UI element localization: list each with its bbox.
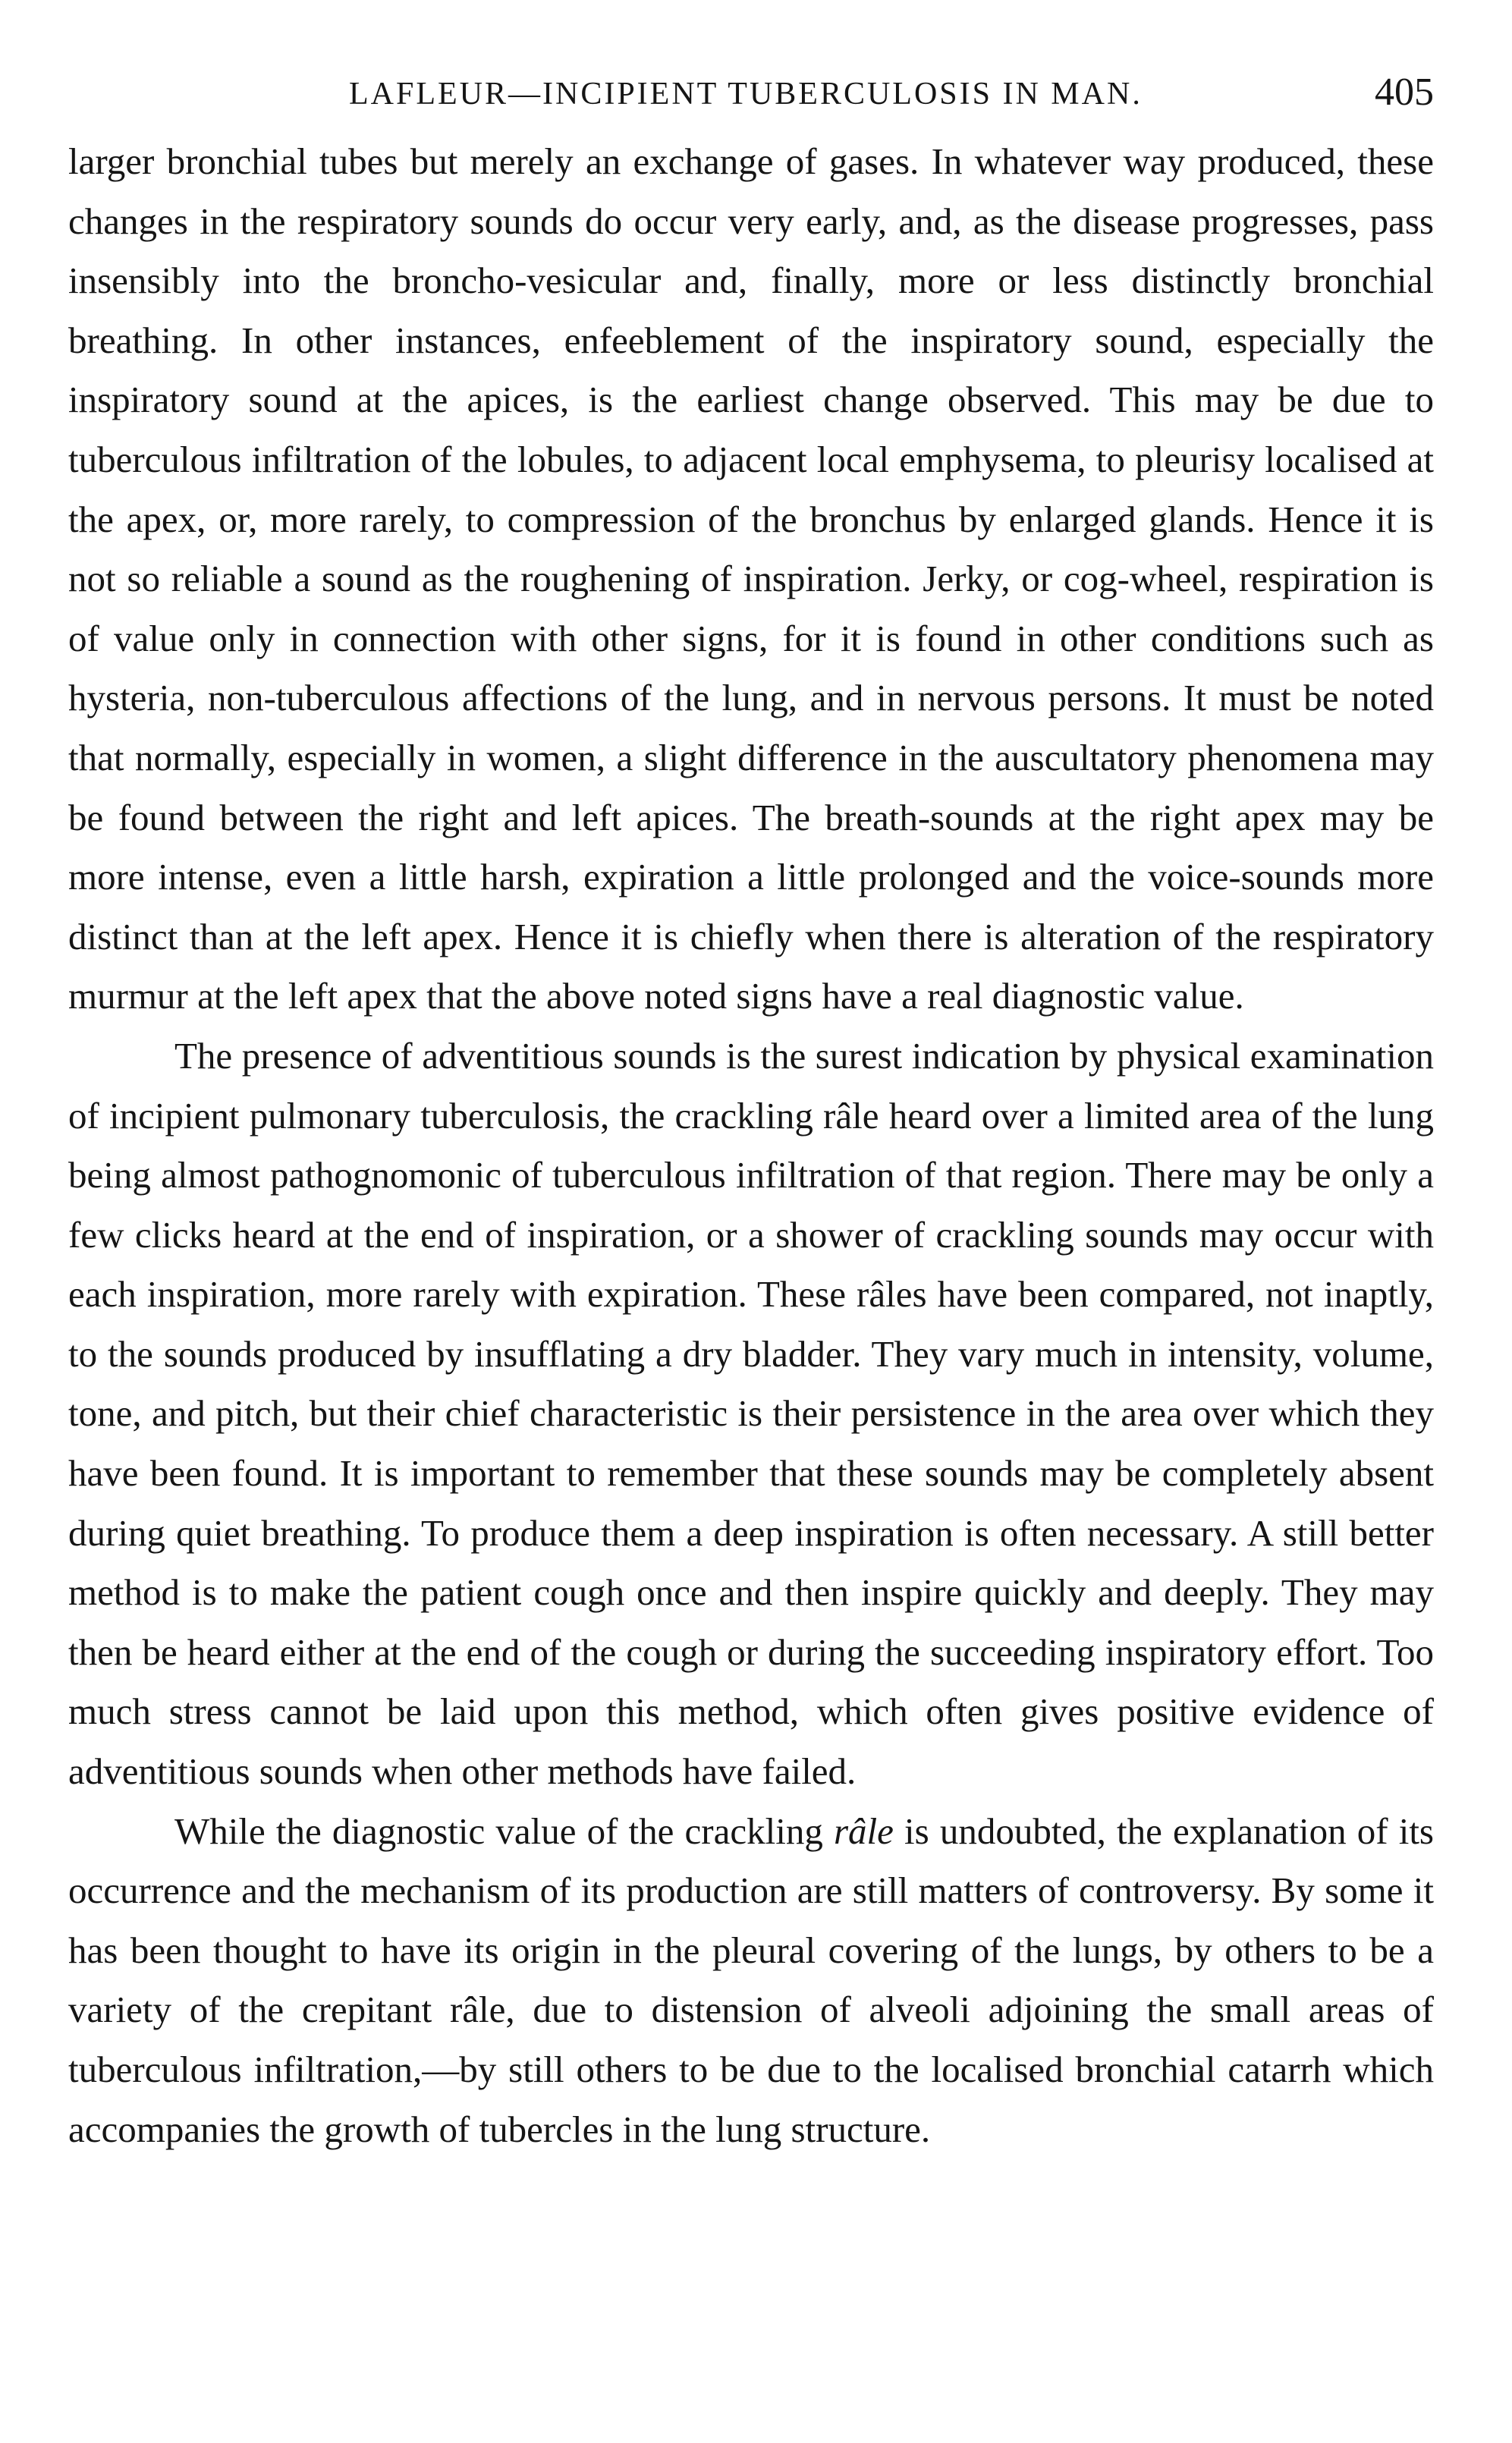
paragraph-text-end: is undoubted, the explanation of its occurrence and the mechanism of its production are still matters of controversy. By some it has been thought to have its origin in the pleural covering of the lungs, by others to be a variety of the crepitant râle, due to distension of alveoli adjoining the small areas of tuberculous infiltration,—by still others to be due to the localised bronchial catarrh which accompanies the growth of tubercles in the lung structure. [68, 1809, 1434, 2150]
running-head-title: LAFLEUR—INCIPIENT TUBERCULOSIS IN MAN. [349, 77, 1143, 112]
paragraph-text-start: While the diagnostic value of the crackling [174, 1809, 834, 1852]
italic-term: râle [833, 1809, 894, 1852]
body-text [68, 132, 1434, 2159]
book-page [68, 53, 1434, 2390]
running-head [68, 53, 1434, 121]
paragraph-continued: larger bronchial tubes but merely an exchange of gases. In whatever way produced, these changes in the respiratory sounds do occur very early, and, as the disease progresses, pass insensibly into the broncho-vesicular and, finally, more or less distinctly bronchial breathing. In other instances, enfeeblement of the inspiratory sound, especially the inspiratory sound at the apices, is the earliest change observed. This may be due to tuberculous infiltration of the lobules, to adjacent local emphysema, to pleurisy localised at the apex, or, more rarely, to compression of the bronchus by enlarged glands. Hence it is not so reliable a sound as the roughening of inspiration. Jerky, or cog-wheel, respiration is of value only in connection with other signs, for it is found in other conditions such as hysteria, non-tuberculous affections of the lung, and in nervous persons. It must be noted that normally, especially in women, a slight difference in the auscultatory phenomena may be found between the right and left apices. The breath-sounds at the right apex may be more intense, even a little harsh, expiration a little prolonged and the voice-sounds more distinct than at the left apex. Hence it is chiefly when there is alteration of the respiratory murmur at the left apex that the above noted signs have a real diagnostic value. [68, 140, 1434, 1017]
paragraph-crackling-rale [68, 1802, 1434, 2160]
paragraph-adventitious-sounds: The presence of adventitious sounds is the surest indication by physical examination of incipient pulmonary tuberculosis, the crackling râle heard over a limited area of the lung being almost pathognomonic of tuberculous infiltration of that region. There may be only a few clicks heard at the end of inspiration, or a shower of crackling sounds may occur with each inspiration, more rarely with expiration. These râles have been compared, not inaptly, to the sounds produced by insufflating a dry bladder. They vary much in intensity, volume, tone, and pitch, but their chief characteristic is their persistence in the area over which they have been found. It is important to remember that these sounds may be completely absent during quiet breathing. To produce them a deep inspiration is often necessary. A still better method is to make the patient cough once and then inspire quickly and deeply. They may then be heard either at the end of the cough or during the succeeding inspiratory effort. Too much stress cannot be laid upon this method, which often gives positive evidence of adventitious sounds when other methods have failed. [68, 1034, 1434, 1793]
page-number: 405 [1375, 71, 1434, 114]
